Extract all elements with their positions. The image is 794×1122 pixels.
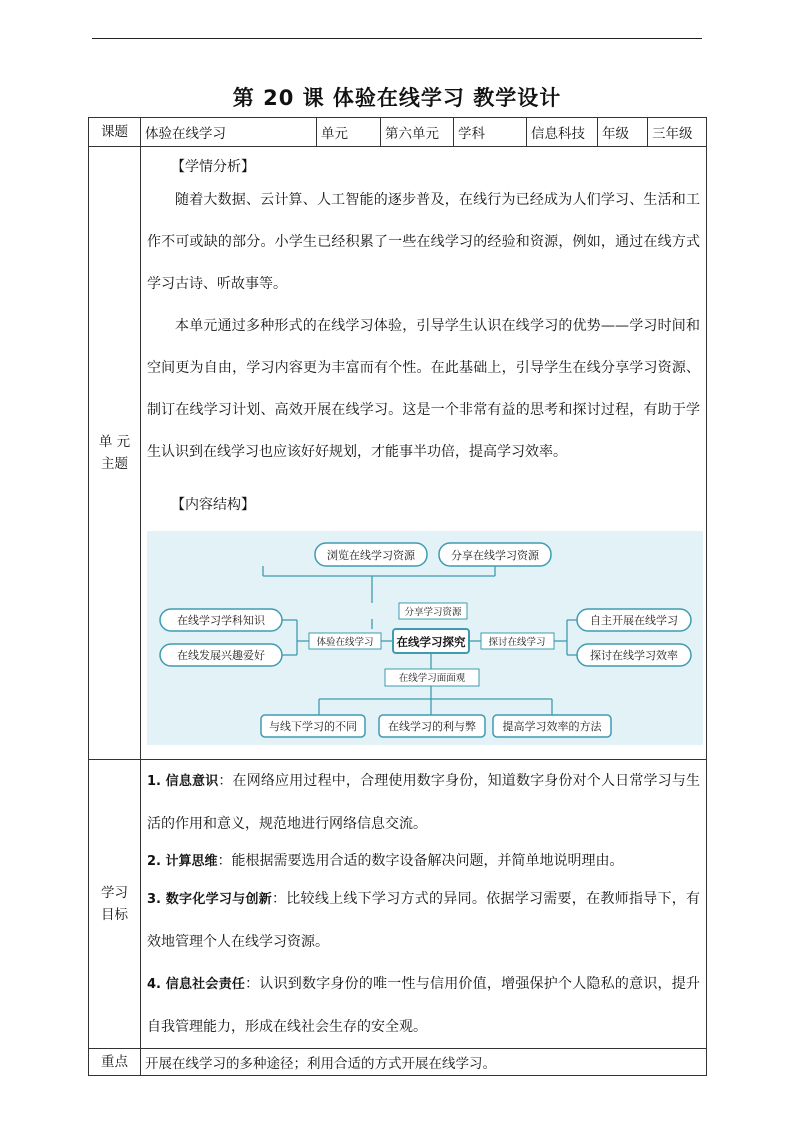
key-points-row <box>89 1049 707 1076</box>
objective-4: 4. 信息社会责任：认识到数字身份的唯一性与信用价值，增强保护个人隐私的意识，提升自我管理能力，形成在线社会生存的安全观。 <box>147 976 700 1035</box>
connector-left: 体验在线学习 <box>316 637 374 648</box>
unit-theme-row <box>89 147 707 760</box>
node-left-bottom: 在线发展兴趣爱好 <box>177 649 265 662</box>
node-top-left: 浏览在线学习资源 <box>327 549 415 562</box>
node-bottom-left: 与线下学习的不同 <box>269 720 357 733</box>
key-points-text: 开展在线学习的多种途径；利用合适的方式开展在线学习。 <box>141 1049 707 1076</box>
subject-label: 学科 <box>454 118 527 147</box>
header-row <box>89 118 707 147</box>
lesson-plan-table <box>88 117 707 1076</box>
content-structure-diagram <box>147 531 703 745</box>
analysis-paragraph-2: 本单元通过多种形式的在线学习体验，引导学生认识在线学习的优势——学习时间和空间更为自由，学习内容更为丰富而有个性。在此基础上，引导学生在线分享学习资源、制订在线学习计划、高效开展在线学习。这是一个非常有益的思考和探讨过程，有助于学生认识到在线学习也应该好好规划，才能事半功倍，提高学习效率。 <box>147 318 700 460</box>
analysis-heading: 【学情分析】 <box>171 159 255 175</box>
objectives-content <box>141 760 707 1049</box>
header-rule <box>92 38 702 39</box>
objective-2: 2. 计算思维：能根据需要选用合适的数字设备解决问题，并简单地说明理由。 <box>147 853 624 869</box>
node-bottom-mid: 在线学习的利与弊 <box>388 720 476 733</box>
node-center: 在线学习探究 <box>396 635 466 649</box>
node-right-top: 自主开展在线学习 <box>590 614 678 627</box>
objectives-row <box>89 760 707 1049</box>
key-points-label: 重点 <box>89 1049 141 1076</box>
unit-label: 单元 <box>317 118 381 147</box>
node-bottom-right: 提高学习效率的方法 <box>502 720 602 733</box>
node-left-top: 在线学习学科知识 <box>177 614 265 627</box>
analysis-paragraph-1: 随着大数据、云计算、人工智能的逐步普及，在线行为已经成为人们学习、生活和工作不可或缺的部分。小学生已经积累了一些在线学习的经验和资源，例如，通过在线方式学习古诗、听故事等。 <box>147 192 700 292</box>
unit-theme-content <box>141 147 707 760</box>
connector-bottom: 在线学习面面观 <box>398 673 466 684</box>
page-title: 第 20 课 体验在线学习 教学设计 <box>232 86 562 110</box>
topic-value: 体验在线学习 <box>141 118 317 147</box>
objective-1: 1. 信息意识：在网络应用过程中，合理使用数字身份，知道数字身份对个人日常学习与生活的作用和意义，规范地进行网络信息交流。 <box>147 773 701 832</box>
grade-label: 年级 <box>598 118 648 147</box>
objective-3: 3. 数字化学习与创新：比较线上线下学习方式的异同。依据学习需要，在教师指导下，有效地管理个人在线学习资源。 <box>147 891 700 950</box>
connector-top: 分享学习资源 <box>404 607 462 618</box>
subject-value: 信息科技 <box>527 118 598 147</box>
unit-theme-label: 单 元 主题 <box>89 147 141 760</box>
topic-label: 课题 <box>89 118 141 147</box>
unit-value: 第六单元 <box>381 118 454 147</box>
objectives-label: 学习 目标 <box>89 760 141 1049</box>
grade-value: 三年级 <box>648 118 707 147</box>
structure-heading: 【内容结构】 <box>171 497 255 513</box>
structure-mindmap <box>147 531 703 745</box>
node-top-right: 分享在线学习资源 <box>451 549 539 562</box>
node-right-bottom: 探讨在线学习效率 <box>590 649 678 662</box>
connector-right: 探讨在线学习 <box>488 637 546 648</box>
